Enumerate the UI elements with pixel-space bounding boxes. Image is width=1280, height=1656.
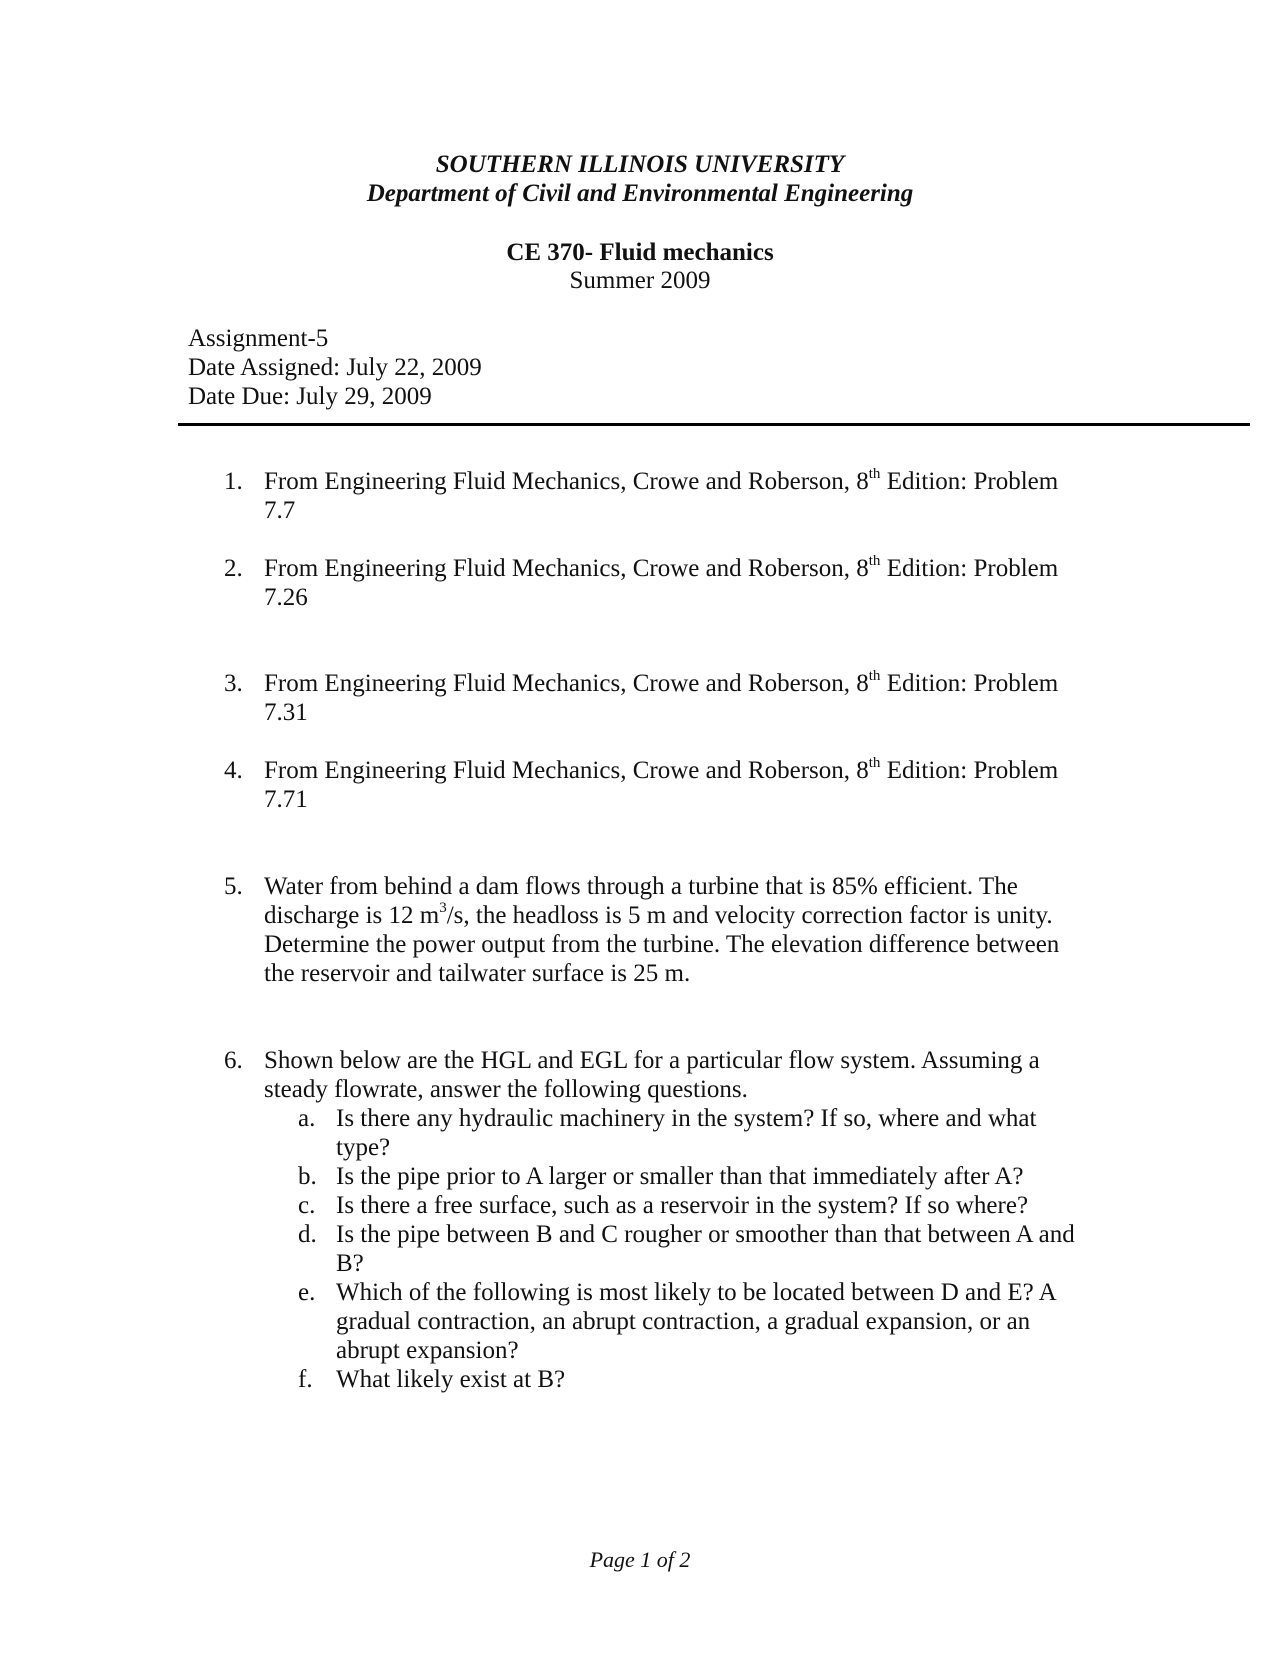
sub-text: Is there any hydraulic machinery in the system? If so, where and what [336,1105,1037,1132]
problem-ref: 7.71 [264,786,308,813]
problem-5-line-2: discharge is 12 m [264,902,440,929]
problem-6-line-2: steady flowrate, answer the following questions. [264,1076,748,1103]
sub-text: gradual contraction, an abrupt contraction, a gradual expansion, or an [336,1308,1031,1335]
problem-number: 4. [224,757,243,784]
sub-text: Is there a free surface, such as a reservoir in the system? If so where? [336,1192,1029,1219]
problem-text: From Engineering Fluid Mechanics, Crowe and Roberson, 8 [264,670,869,697]
sub-text: What likely exist at B? [336,1366,566,1393]
problem-5-line-3: Determine the power output from the turbine. The elevation difference between [264,931,1060,958]
course-term: Summer 2009 [569,267,711,294]
sub-text: B? [336,1250,364,1277]
problem-text-end: Edition: Problem [880,468,1059,495]
sub-text: type? [336,1134,391,1161]
problem-number: 6. [224,1047,243,1074]
ordinal-suffix: th [868,754,881,771]
problem-5-line-2-end: /s, the headloss is 5 m and velocity correction factor is unity. [446,902,1053,929]
sub-label: f. [298,1366,313,1393]
sub-label: b. [298,1163,317,1190]
problem-5-line-1: Water from behind a dam flows through a turbine that is 85% efficient. The [264,873,1018,900]
date-assigned: Date Assigned: July 22, 2009 [188,354,482,381]
problem-5-line-4: the reservoir and tailwater surface is 25 m. [264,960,691,987]
sub-text: Which of the following is most likely to be located between D and E? A [336,1279,1057,1306]
date-due: Date Due: July 29, 2009 [188,383,432,410]
sub-label: e. [298,1279,316,1306]
assignment-info [188,324,482,411]
problem-ref: 7.31 [264,699,308,726]
university-name: SOUTHERN ILLINOIS UNIVERSITY [435,151,845,178]
sub-label: d. [298,1221,317,1248]
sub-text: Is the pipe prior to A larger or smaller than that immediately after A? [336,1163,1024,1190]
problem-number: 5. [224,873,243,900]
ordinal-suffix: th [868,465,881,482]
problem-ref: 7.7 [264,497,296,524]
problem-number: 3. [224,670,243,697]
course-title: CE 370- Fluid mechanics [506,239,774,266]
problem-text-end: Edition: Problem [880,670,1059,697]
problem-text: From Engineering Fluid Mechanics, Crowe and Roberson, 8 [264,555,869,582]
page-number: Page 1 of 2 [589,1547,691,1572]
sub-text: abrupt expansion? [336,1337,519,1364]
problem-number: 2. [224,555,243,582]
sub-label: a. [298,1105,316,1132]
problem-text: From Engineering Fluid Mechanics, Crowe and Roberson, 8 [264,757,869,784]
problem-ref: 7.26 [264,584,308,611]
problem-number: 1. [224,468,243,495]
problem-text: From Engineering Fluid Mechanics, Crowe and Roberson, 8 [264,468,869,495]
assignment-title: Assignment-5 [188,325,329,352]
horizontal-rule [178,423,1250,426]
department-name: Department of Civil and Environmental Engineering [366,180,914,207]
ordinal-suffix: th [868,667,881,684]
sub-label: c. [298,1192,316,1219]
problem-text-end: Edition: Problem [880,757,1059,784]
problem-text-end: Edition: Problem [880,555,1059,582]
problem-6-line-1: Shown below are the HGL and EGL for a particular flow system. Assuming a [264,1047,1040,1074]
ordinal-suffix: th [868,552,881,569]
sub-text: Is the pipe between B and C rougher or smoother than that between A and [336,1221,1075,1248]
exponent: 3 [439,899,447,916]
